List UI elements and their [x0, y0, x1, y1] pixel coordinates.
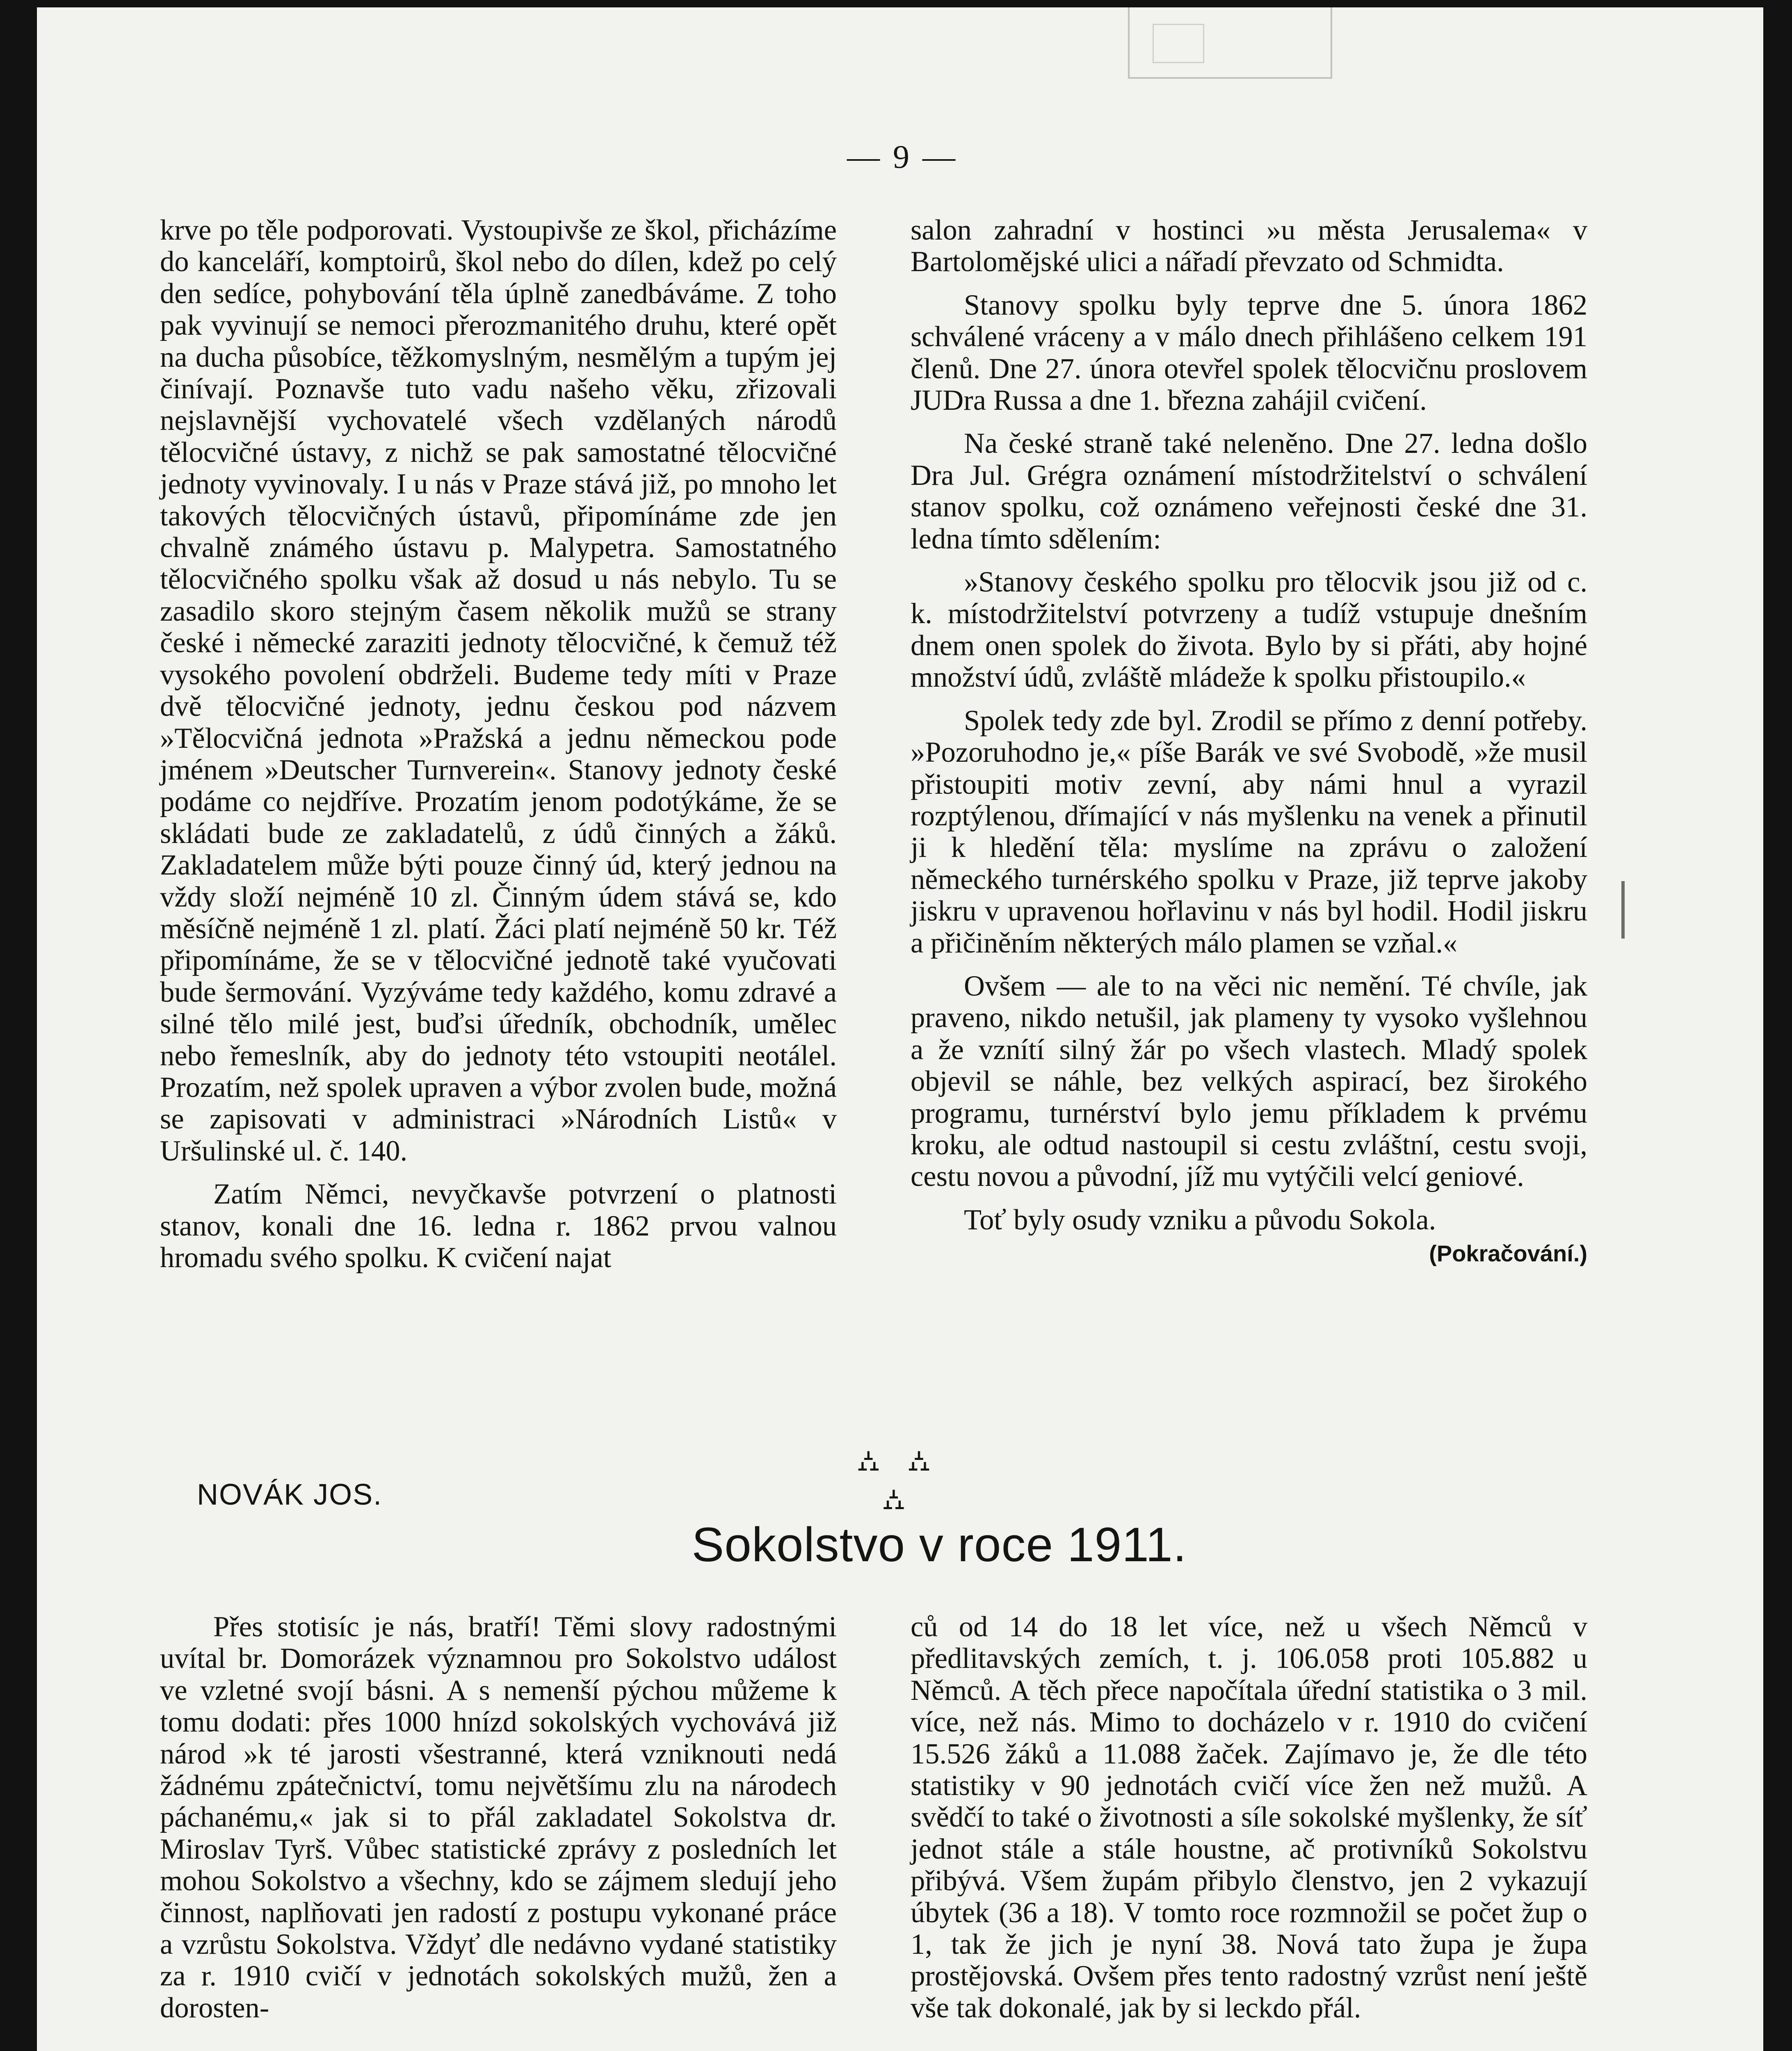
paragraph: Toť byly osudy vzniku a původu Sokola.: [964, 1204, 1436, 1236]
paragraph: Stanovy spolku byly teprve dne 5. února 1862 schválené vráceny a v málo dnech přihlášeno celkem 191 členů. Dne 27. února otevřel spolek tělocvičnu proslovem JUDra Russa a dne 1. března zahájil cvičení.: [911, 289, 1587, 417]
page-number: — 9 —: [847, 139, 958, 175]
article-right-column: [911, 1611, 1587, 2024]
article-left-column: [160, 1611, 837, 2024]
paragraph: Ovšem — ale to na věci nic nemění. Té chvíle, jak praveno, nikdo netušil, jak plameny ty vysoko vyšlehnou a že vznítí silný žár po všech vlastech. Mladý spolek objevil se náhle, bez velkých aspirací, bez širokého programu, turnérství bylo jemu příkladem k prvému kroku, ale odtud nastoupil si cestu zvláštní, cestu svoji, cestu novou a původní, jíž mu vytýčili velcí geniové.: [911, 970, 1587, 1193]
paragraph: salon zahradní v hostinci »u města Jerusalema« v Bartolomějské ulici a nářadí převzato od Schmidta.: [911, 214, 1587, 278]
paragraph: krve po těle podporovati. Vystoupivše ze škol, přicházíme do kanceláří, komptoirů, škol nebo do dílen, kdež po celý den sedíce, pohybování těla úplně zanedbáváme. Z toho pak vyvinují se nemoci přerozmanitého druhu, které opět na ducha působíce, těžkomyslným, nesmělým a tupým jej činívají. Poznavše tuto vadu našeho věku, zřizovali nejslavnější vychovatelé všech vzdělaných národů tělocvičné ústavy, z nichž se pak samostatné tělocvičné jednoty vyvinovaly. I u nás v Praze stává již, po mnoho let takových tělocvičných ústavů, připomínáme zde jen chvalně známého ústavu p. Malypetra. Samostatného tělocvičného spolku však až dosud u nás nebylo. Tu se zasadilo skoro stejným časem několik mužů se strany české i německé zaraziti jednoty tělocvičné, k čemuž též vysokého povolení obdrželi. Budeme tedy míti v Praze dvě tělocvičné jednoty, jednu českou pod názvem »Tělocvičná jednota »Pražská a jednu německou pode jménem »Deutscher Turnverein«. Stanovy jednoty české podáme co nejdříve. Prozatím jenom podotýkáme, že se skládati bude ze zakladatelů, z údů činných a žáků. Zakladatelem může býti pouze činný úd, který jednou na vždy složí nejméně 10 zl. Činným údem stává se, kdo měsíčně nejméně 1 zl. platí. Žáci platí nejméně 50 kr. Též připomínáme, že se v tělocvičné jednotě také vyučovati bude šermování. Vyzýváme tedy každého, komu zdravé a silné tělo milé jest, buďsi úředník, obchodník, umělec nebo řemeslník, aby do jednoty této vstoupiti neotálel. Prozatím, než spolek upraven a výbor zvolen bude, možná se zapisovati v administraci »Národních Listů« v Uršulinské ul. č. 140.: [160, 214, 837, 1167]
paragraph: ců od 14 do 18 let více, než u všech Němců v předlitavských zemích, t. j. 106.058 proti 105.882 u Němců. A těch přece napočítala úřední statistika o 3 mil. více, než nás. Mimo to docházelo v r. 1910 do cvičení 15.526 žáků a 11.088 žaček. Zajímavo je, že dle této statistiky v 90 jednotách cvičí více žen než mužů. A svědčí to také o životnosti a síle sokolské myšlenky, že síť jednot stále a stále houstne, ač protivníků Sokolstvu přibývá. Všem župám přibylo členstvo, jen 2 vykazují úbytek (36 a 18). V tomto roce rozmnožil se počet žup o 1, tak že jich je nyní 38. Nová tato župa je župa prostějovská. Ovšem přes tento radostný vzrůst není ještě vše tak dokonalé, jak by si leckdo přál.: [911, 1611, 1587, 2024]
upper-right-column: [911, 215, 1587, 1270]
paragraph: Spolek tedy zde byl. Zrodil se přímo z denní potřeby. »Pozoruhodno je,« píše Barák ve své Svobodě, »že musil přistoupiti motiv zevní, aby námi hnul a vyrazil rozptýlenou, dřímající v nás myšlenku na venek a přinutil ji k hledění těla: myslíme na zprávu o založení německého turnérského spolku v Praze, již teprve jakoby jiskru v upravenou hořlavinu v nás byl hodil. Hodil jiskru a přičiněním některých málo plamen se vzňal.«: [911, 704, 1587, 959]
library-stamp-inner: [1153, 24, 1204, 63]
paragraph: Zatím Němci, nevyčkavše potvrzení o platnosti stanov, konali dne 16. ledna r. 1862 prvou valnou hromadu svého spolku. K cvičení najat: [160, 1178, 837, 1274]
section-ornament: ⛼ ⛼ ⛼: [857, 1443, 940, 1516]
continued-note: (Pokračování.): [1429, 1240, 1587, 1267]
article-title: Sokolstvo v roce 1911.: [692, 1518, 1187, 1572]
paragraph: »Stanovy českého spolku pro tělocvik jsou již od c. k. místodržitelství potvrzeny a tudíž vstupuje dnešním dnem onen spolek do života. Bylo by si přáti, aby hojné množství údů, zvláště mládeže k spolku přistoupilo.«: [911, 566, 1587, 694]
paragraph: Přes stotisíc je nás, bratří! Těmi slovy radostnými uvítal br. Domorázek významnou pro Sokolstvo událost ve vzletné svojí básni. A s nemenší pýchou můžeme k tomu dodati: přes 1000 hnízd sokolských vychovává již národ »k té jarosti všestranné, která vzniknouti nedá žádnému zpátečnictví, tomu největšímu zlu na národech páchanému,« jak si to přál zakladatel Sokolstva dr. Miroslav Tyrš. Vůbec statistické zprávy z posledních let mohou Sokolstvo a všechny, kdo se zájmem sledují jeho činnost, naplňovati jen radostí z postupu vykonané práce a vzrůstu Sokolstva. Vždyť dle nedávno vydané statistiky za r. 1910 cvičí v jednotách sokolských mužů, žen a dorosten-: [160, 1611, 837, 2024]
upper-left-column: [160, 215, 837, 1274]
article-author: NOVÁK JOS.: [197, 1478, 383, 1511]
paragraph: Na české straně také neleněno. Dne 27. ledna došlo Dra Jul. Grégra oznámení místodržitelství o schválení stanov spolku, což oznámeno veřejnosti české dne 31. ledna tímto sdělením:: [911, 427, 1587, 555]
scan-artifact: [1621, 881, 1625, 939]
